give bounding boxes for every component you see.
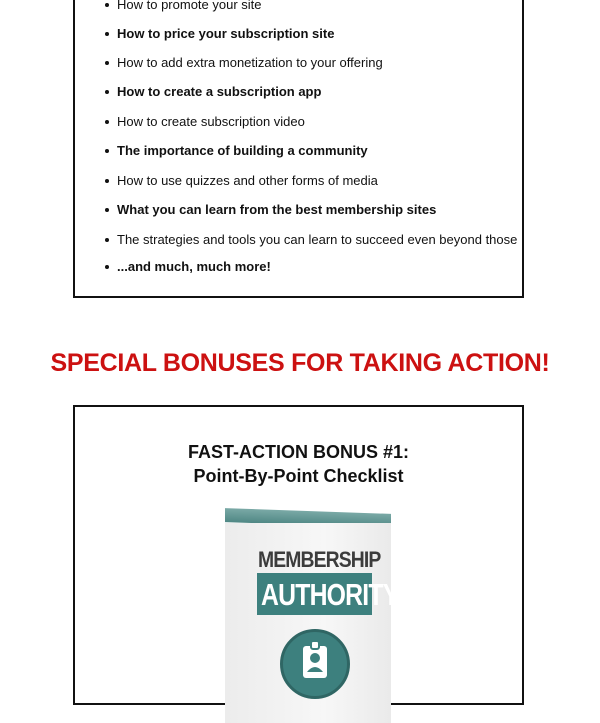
bullet-icon bbox=[105, 90, 109, 94]
bullet-icon bbox=[105, 238, 109, 242]
bullet-icon bbox=[105, 3, 109, 7]
bullet-icon bbox=[105, 265, 109, 269]
bullet-icon bbox=[105, 149, 109, 153]
product-title-word2: AUTHORITY bbox=[261, 577, 399, 612]
product-title-word1: MEMBERSHIP bbox=[258, 547, 381, 572]
bullet-icon bbox=[105, 120, 109, 124]
bonus-title: FAST-ACTION BONUS #1: bbox=[187, 442, 410, 462]
bonus-subtitle: Point-By-Point Checklist bbox=[193, 466, 404, 486]
product-image bbox=[225, 511, 399, 711]
features-box: How to promote your site How to price your subscription site How to add extra monetization to your offering How to create a subscription app How to create subscription video The importance of building a community How to use quizzes and other forms of media What you can learn from the best membership sites The strategies and tools you can learn to succeed even beyond those ...and much, much more! bbox=[73, 0, 524, 298]
bonus-box bbox=[73, 405, 524, 705]
bullet-icon bbox=[105, 32, 109, 36]
bullet-icon bbox=[105, 208, 109, 212]
special-bonuses-heading: SPECIAL BONUSES FOR TAKING ACTION! bbox=[50, 349, 550, 377]
bullet-icon bbox=[105, 61, 109, 65]
id-badge-icon bbox=[280, 629, 350, 699]
bullet-icon bbox=[105, 179, 109, 183]
